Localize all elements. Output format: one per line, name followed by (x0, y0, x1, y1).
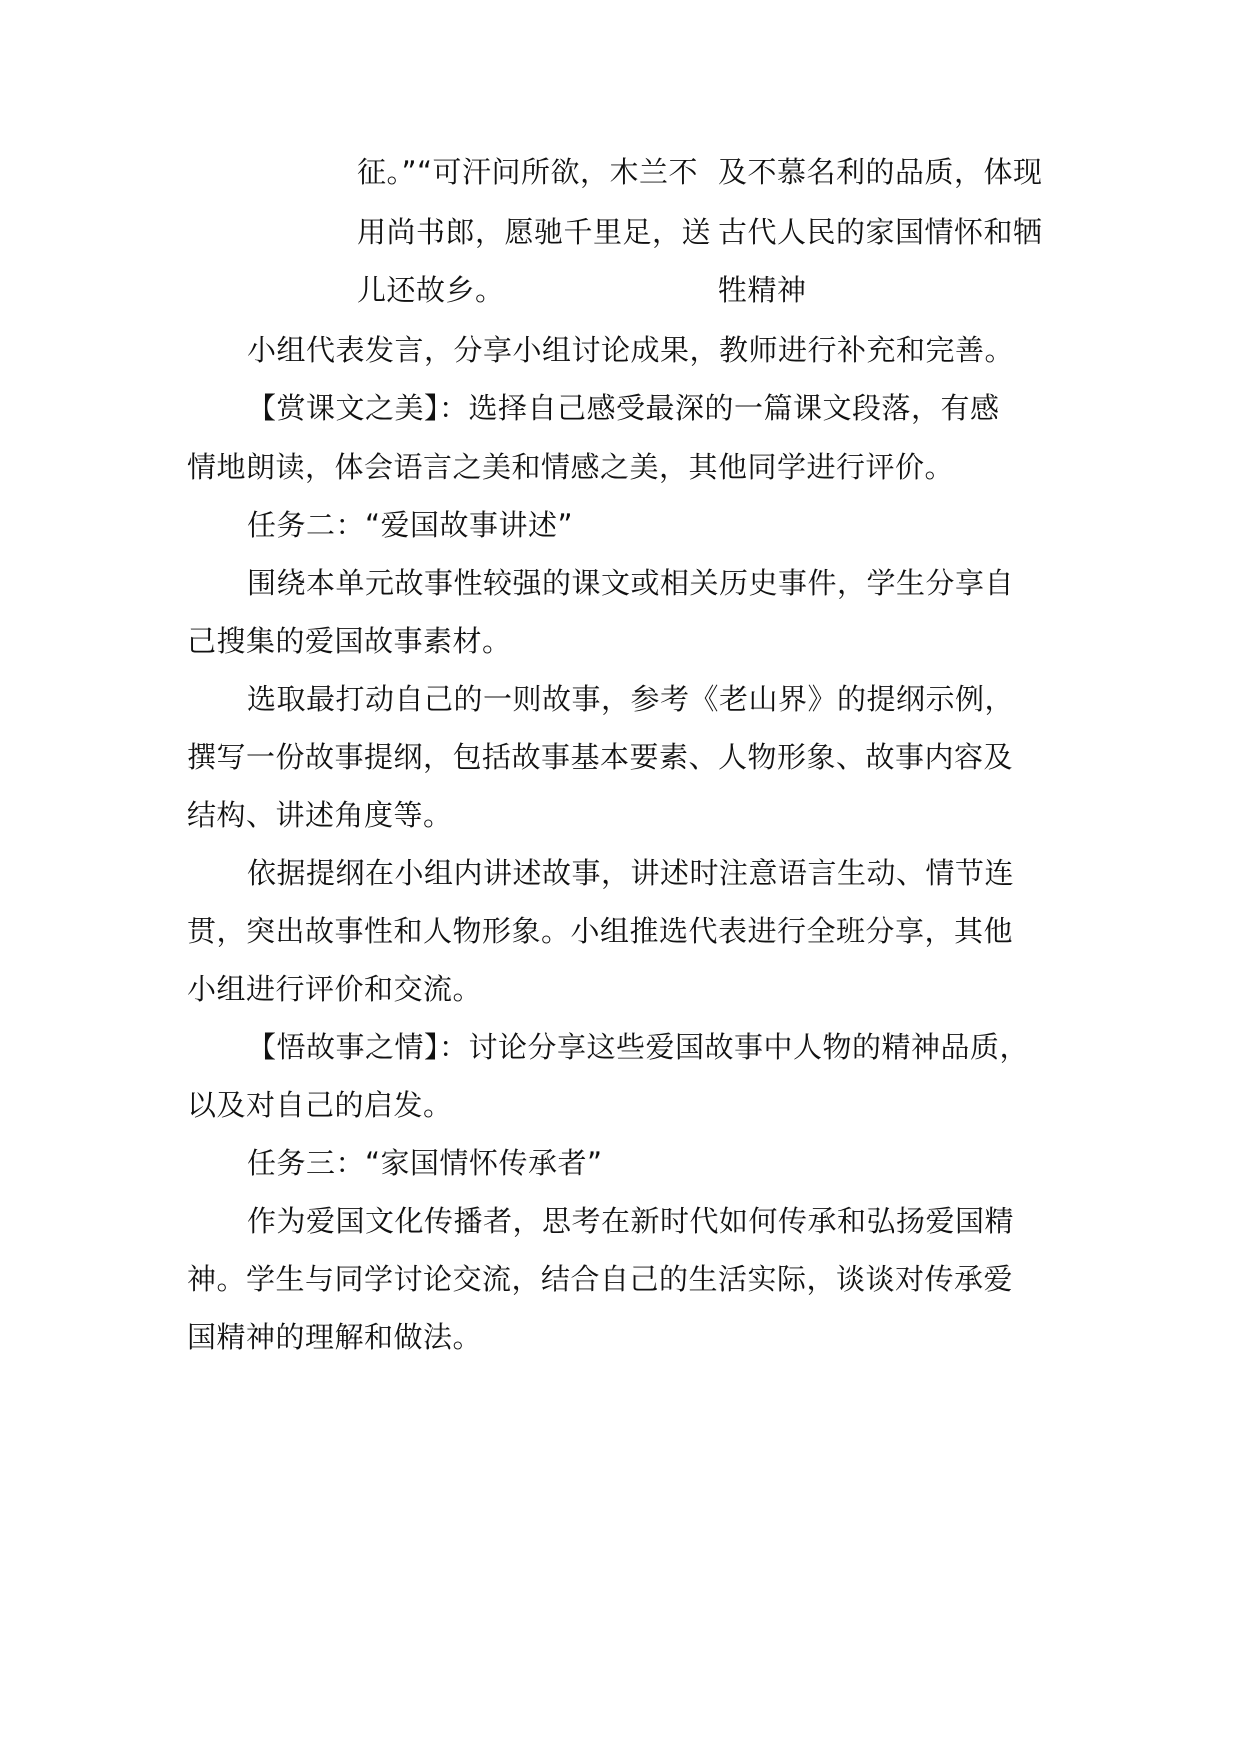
paragraph-line: 国精神的理解和做法。 (187, 1320, 483, 1354)
paragraph-line: 围绕本单元故事性较强的课文或相关历史事件，学生分享自 (247, 566, 1015, 600)
paragraph-line: 依据提纲在小组内讲述故事，讲述时注意语言生动、情节连 (247, 856, 1015, 890)
paragraph-line: 选取最打动自己的一则故事，参考《老山界》的提纲示例， (247, 682, 1015, 716)
paragraph-line: 【悟故事之情】：讨论分享这些爱国故事中人物的精神品质， (247, 1030, 1030, 1064)
table-right-line: 及不慕名利的品质，体现 (718, 155, 1043, 189)
paragraph-line: 作为爱国文化传播者，思考在新时代如何传承和弘扬爱国精 (247, 1204, 1015, 1238)
paragraph-line: 【赏课文之美】：选择自己感受最深的一篇课文段落，有感 (247, 391, 1000, 425)
paragraph-line: 贯，突出故事性和人物形象。小组推选代表进行全班分享，其他 (187, 914, 1014, 948)
paragraph-line: 小组进行评价和交流。 (187, 972, 483, 1006)
table-right-line: 古代人民的家国情怀和牺 (718, 215, 1043, 249)
paragraph-line: 小组代表发言，分享小组讨论成果，教师进行补充和完善。 (247, 333, 1015, 367)
paragraph-line: 结构、讲述角度等。 (187, 798, 453, 832)
paragraph-line: 己搜集的爱国故事素材。 (187, 624, 512, 658)
table-right-line: 牲精神 (718, 273, 807, 307)
table-left-line: 用尚书郎，愿驰千里足，送 (357, 215, 712, 249)
table-left-line: 儿还故乡。 (357, 273, 505, 307)
section-heading: 任务二：“爱国故事讲述” (247, 508, 574, 542)
paragraph-line: 神。学生与同学讨论交流，结合自己的生活实际，谈谈对传承爱 (187, 1262, 1014, 1296)
paragraph-line: 情地朗读，体会语言之美和情感之美，其他同学进行评价。 (187, 450, 955, 484)
paragraph-line: 以及对自己的启发。 (187, 1088, 453, 1122)
table-left-line: 征。”“可汗问所欲，木兰不 (357, 155, 699, 189)
section-heading: 任务三：“家国情怀传承者” (247, 1146, 603, 1180)
paragraph-line: 撰写一份故事提纲，包括故事基本要素、人物形象、故事内容及 (187, 740, 1014, 774)
